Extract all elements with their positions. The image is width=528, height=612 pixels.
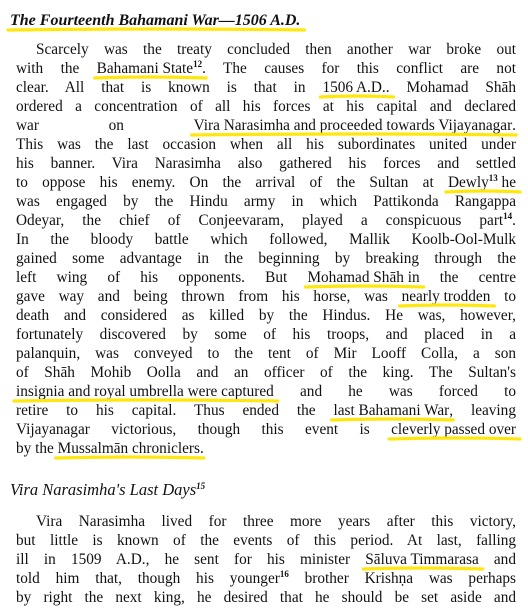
footnote-ref: 12 bbox=[193, 59, 203, 69]
text-line: his banner. Vira Narasimha also gathered his forces and settled bbox=[16, 155, 516, 172]
text-line: to oppose his enemy. On the arrival of the Sultan at Dewly$^{13}$ he bbox=[16, 173, 516, 191]
text-line: clear. All that is known is that in 1506 A.D.. Mohamad Shāh bbox=[16, 79, 516, 96]
text-line: death and considered as killed by the Hindus. He was, however, bbox=[16, 307, 516, 324]
highlighted-phrase: Vira Narasimha and proceeded towards Vijayanagar bbox=[193, 117, 513, 134]
text-line: Vijayanagar victorious, though this event is cleverly passed over bbox=[16, 421, 516, 438]
highlighted-phrase: cleverly passed over bbox=[391, 421, 516, 438]
text-line: insignia and royal umbrella were captured and he was forced to bbox=[16, 383, 516, 400]
text-line: of Shāh Mohib Oolla and an officer of the king. The Sultan's bbox=[16, 364, 516, 381]
text-line: gained some advantage in the beginning by breaking through the bbox=[16, 250, 516, 267]
highlighted-phrase: nearly trodden bbox=[401, 288, 491, 305]
highlighted-phrase: insignia and royal umbrella were captured bbox=[16, 383, 274, 400]
text-line: was engaged by the Hindu army in which Pattikonda Rangappa bbox=[16, 193, 516, 210]
footnote-ref: 16 bbox=[279, 569, 289, 579]
highlighted-phrase: Mohamad Shāh in bbox=[307, 269, 420, 286]
highlighted-phrase: Mussalmān chroniclers bbox=[57, 440, 200, 457]
footnote-ref: 15 bbox=[196, 481, 206, 491]
text-line: palanquin, was conveyed to the tent of Mir Looff Colla, a son bbox=[16, 345, 516, 362]
section-title: Vira Narasimha's Last Days bbox=[10, 480, 197, 499]
text-line: This was the last occasion when all his subordinates united under bbox=[16, 136, 516, 153]
text-line: Odeyar, the chief of Conjeevaram, played a conspicuous part$^{14}$. bbox=[16, 211, 516, 229]
highlighted-phrase: last Bahamani War bbox=[333, 402, 450, 419]
highlighted-phrase: Bahamani State$^{12}$ bbox=[96, 59, 203, 77]
text-line: Scarcely was the treaty concluded then another war broke out bbox=[36, 41, 516, 58]
text-line: ill in 1509 A.D., he sent for his minister Sāluva Timmarasa and bbox=[16, 551, 516, 568]
text-line: but little is known of the events of this period. At last, falling bbox=[16, 532, 516, 549]
section-heading bbox=[10, 12, 300, 30]
section-heading bbox=[10, 480, 205, 500]
highlighted-phrase: 1506 A.D.. bbox=[322, 79, 390, 96]
text-line: ordered a concentration of all his forces at his capital and declared bbox=[16, 98, 516, 115]
text-line: by right the next king, he desired that he should be set aside and bbox=[16, 589, 516, 606]
text-line: by the Mussalmān chroniclers. bbox=[16, 440, 204, 457]
text-line: Vira Narasimha lived for three more years after this victory, bbox=[36, 513, 516, 530]
highlighted-phrase: Dewly$^{13}$ he bbox=[447, 173, 516, 191]
text-line: with the Bahamani State$^{12}$. The causes for this conflict are not bbox=[16, 59, 516, 77]
text-line: war on Vira Narasimha and proceeded towards Vijayanagar. bbox=[16, 117, 516, 134]
text-line: retire to his capital. Thus ended the last Bahamani War, leaving bbox=[16, 402, 516, 419]
text-line: In the bloody battle which followed, Mallik Koolb-Ool-Mulk bbox=[16, 231, 516, 248]
footnote-ref: 13 bbox=[488, 173, 498, 183]
highlighted-phrase: Sāluva Timmarasa bbox=[365, 551, 479, 568]
footnote-ref: 14 bbox=[503, 211, 513, 221]
text-line: told him that, though his younger$^{16}$ brother Krishṇa was perhaps bbox=[16, 569, 516, 587]
text-line: fortunately discovered by some of his troops, and placed in a bbox=[16, 326, 516, 343]
text-line: gave way and being thrown from his horse, was nearly trodden to bbox=[16, 288, 516, 305]
section-title: The Fourteenth Bahamani War—1506 A.D. bbox=[10, 12, 301, 29]
text-line: left wing of his opponents. But Mohamad Shāh in the centre bbox=[16, 269, 517, 286]
